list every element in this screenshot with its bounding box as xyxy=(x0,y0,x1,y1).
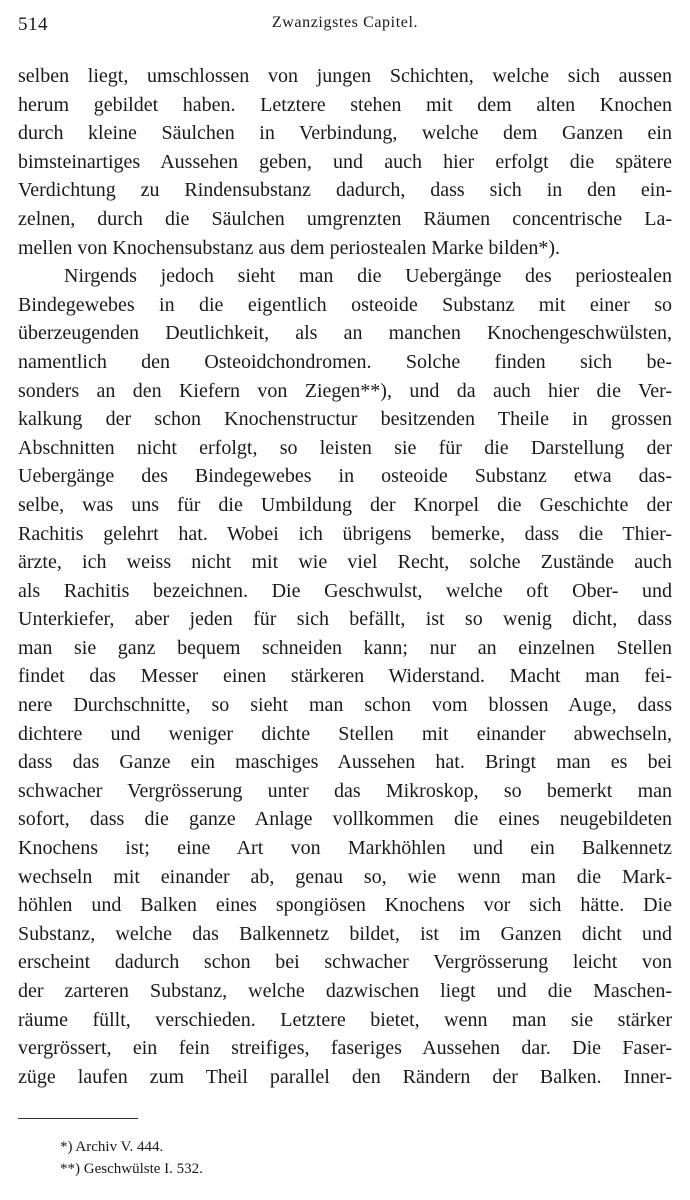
footnotes xyxy=(60,1136,203,1180)
footnote-divider xyxy=(18,1118,138,1119)
text-line: Abschnitten nicht erfolgt, so leisten sie für die Darstellung der xyxy=(18,436,672,459)
text-line: durch kleine Säulchen in Verbindung, welche dem Ganzen ein xyxy=(18,122,672,145)
text-line: bimsteinartiges Aussehen geben, und auch hier erfolgt die spätere xyxy=(18,150,672,173)
text-line: sofort, dass die ganze Anlage vollkommen die eines neugebildeten xyxy=(18,808,672,831)
text-line: dichtere und weniger dichte Stellen mit einander abwechseln, xyxy=(18,722,672,745)
text-line: Rachitis gelehrt hat. Wobei ich übrigens bemerke, dass die Thier- xyxy=(18,522,672,545)
text-line: findet das Messer einen stärkeren Widerstand. Macht man fei- xyxy=(18,665,672,688)
text-line: man sie ganz bequem schneiden kann; nur an einzelnen Stellen xyxy=(18,636,672,659)
text-line: höhlen und Balken eines spongiösen Knochens vor sich hätte. Die xyxy=(18,894,672,917)
footnote: *) Archiv V. 444. xyxy=(60,1139,164,1155)
text-line: sonders an den Kiefern von Ziegen**), und da auch hier die Ver- xyxy=(18,379,672,402)
text-line: selben liegt, umschlossen von jungen Schichten, welche sich aussen xyxy=(18,65,672,87)
text-line: zelnen, durch die Säulchen umgrenzten Räumen concentrische La- xyxy=(18,207,672,230)
text-line: Uebergänge des Bindegewebes in osteoide Substanz etwa das- xyxy=(18,465,672,488)
text-line: Bindegewebes in die eigentlich osteoide Substanz mit einer so xyxy=(18,293,672,316)
text-line: mellen von Knochensubstanz aus dem periostealen Marke bilden*). xyxy=(18,236,561,259)
page-number: 514 xyxy=(18,14,48,35)
body-text xyxy=(18,62,672,1091)
footnote: **) Geschwülste I. 532. xyxy=(60,1161,203,1177)
text-line: der zarteren Substanz, welche dazwischen liegt und die Maschen- xyxy=(18,980,672,1002)
text-line: schwacher Vergrösserung unter das Mikroskop, so bemerkt man xyxy=(18,779,672,802)
text-line: Verdichtung zu Rindensubstanz dadurch, dass sich in den ein- xyxy=(18,179,672,202)
text-line: Knochens ist; eine Art von Markhöhlen und ein Balkennetz xyxy=(18,837,672,860)
text-line: namentlich den Osteoidchondromen. Solche finden sich be- xyxy=(18,350,672,373)
text-line: herum gebildet haben. Letztere stehen mit dem alten Knochen xyxy=(18,93,672,116)
text-line: als Rachitis bezeichnen. Die Geschwulst, welche oft Ober- und xyxy=(18,579,672,602)
text-line: züge laufen zum Theil parallel den Rändern der Balken. Inner- xyxy=(18,1065,672,1088)
text-line: vergrössert, ein fein streifiges, faseriges Aussehen dar. Die Faser- xyxy=(18,1037,672,1060)
text-line: überzeugenden Deutlichkeit, als an manchen Knochengeschwülsten, xyxy=(18,322,672,345)
text-line: erscheint dadurch schon bei schwacher Vergrösserung leicht von xyxy=(18,951,672,974)
text-line: selbe, was uns für die Umbildung der Knorpel die Geschichte der xyxy=(18,493,672,516)
text-line: dass das Ganze ein maschiges Aussehen hat. Bringt man es bei xyxy=(18,751,672,774)
text-line: Nirgends jedoch sieht man die Uebergänge des periostealen xyxy=(64,265,672,288)
text-line: nere Durchschnitte, so sieht man schon vom blossen Auge, dass xyxy=(18,694,672,717)
running-title: Zwanzigstes Capitel. xyxy=(271,14,419,31)
text-line: wechseln mit einander ab, genau so, wie wenn man die Mark- xyxy=(18,865,672,888)
text-line: Substanz, welche das Balkennetz bildet, ist im Ganzen dicht und xyxy=(18,922,672,945)
text-line: ärzte, ich weiss nicht mit wie viel Recht, solche Zustände auch xyxy=(18,551,672,574)
text-line: räume füllt, verschieden. Letztere bietet, wenn man sie stärker xyxy=(18,1008,672,1031)
text-line: kalkung der schon Knochenstructur besitzenden Theile in grossen xyxy=(18,408,672,431)
text-line: Unterkiefer, aber jeden für sich befällt, ist so wenig dicht, dass xyxy=(18,608,672,631)
